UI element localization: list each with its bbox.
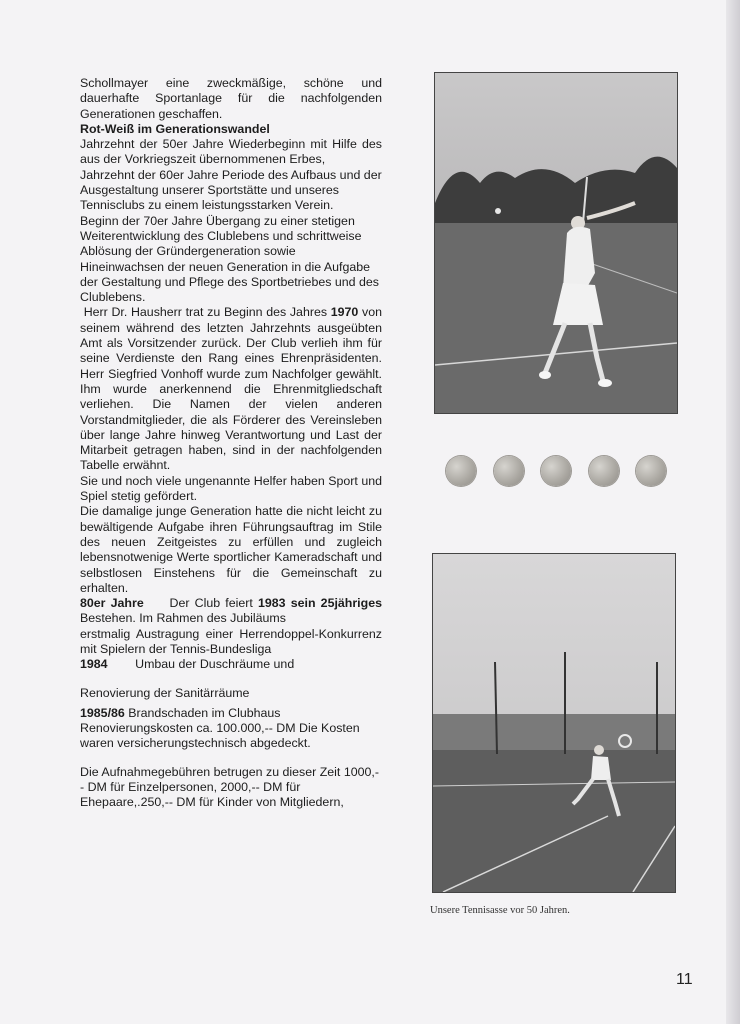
photo-top-drawing [435,73,677,413]
paragraph-herrendoppel: erstmalig Austragung einer Herrendoppel-Konkurrenz mit Spielern der Tennis-Bundesliga [80,626,382,656]
text-umbau: Umbau der Duschräume und [135,657,295,672]
text-club-feiert: Der Club feiert [169,596,253,611]
paragraph-1984 [80,657,382,672]
photo-tennis-court-bottom [432,553,676,893]
main-text-column [80,76,382,811]
text-brandschaden: Brandschaden im Clubhaus Renovierungskosten ca. 100.000,-- DM Die Kosten waren versicherungstechnisch abgedeckt. [80,705,360,751]
paragraph-80er [80,596,382,627]
tennis-balls-row [446,456,666,486]
paragraph-intro: Schollmayer eine zweckmäßige, schöne und dauerhafte Sportanlage für die nachfolgenden Generationen geschaffen. [80,76,382,121]
section-heading: Rot-Weiß im Generationswandel [80,121,270,136]
paragraph-70er: Beginn der 70er Jahre Übergang zu einer stetigen Weiterentwicklung des Clublebens und schrittweise Ablösung der Gründergeneration sowie Hineinwachsen der neuen Generation in die Aufgabe der Gestaltung und Pflege des Sportbetriebes und des Clublebens. [80,213,379,305]
tennis-ball-icon [589,456,619,486]
paragraph-60er: Jahrzehnt der 60er Jahre Periode des Aufbaus und der Ausgestaltung unserer Sportstätte und unseres Tennisclubs zu einem leistungsstarken Verein. [80,167,382,213]
tennis-ball-icon [494,456,524,486]
tennis-ball-icon [636,456,666,486]
paragraph-1970-body: von seinem während des letzten Jahrzehnts ausgeübten Amt als Vorsitzender zurück. Der Club verlieh ihm für seine Verdienste den Rang eines Ehrenpräsidenten. Herr Siegfried Vonhoff wurde zum Nachfolger gewählt. Ihm wurde anerkennend die Ehrenmitgliedschaft verliehen. Die Namen der vielen anderen Vorstandmitglieder, die als Förderer des Vereinsleben über lange Jahre hinweg Verantwortung und Last der Mitarbeit getragen haben, sind in der nachfolgenden Tabelle erwähnt. [80,305,382,473]
paragraph-1970-lead: Herr Dr. Hausherr trat zu Beginn des Jahres [83,305,328,320]
paragraph-helfer: Sie und noch viele ungenannte Helfer haben Sport und Spiel stetig gefördert. [80,473,382,504]
page-edge-shadow [726,0,740,1024]
photo-bottom-drawing [433,554,675,892]
tennis-ball-icon [541,456,571,486]
year-1985-86: 1985/86 [80,705,125,720]
year-1984: 1984 [80,657,108,672]
paragraph-1970 [80,305,382,473]
paragraph-50er: Jahrzehnt der 50er Jahre Wiederbeginn mit Hilfe des aus der Vorkriegszeit übernommenen Erbes, [80,137,382,167]
page-number: 11 [676,971,693,988]
photo-caption: Unsere Tennisasse vor 50 Jahren. [430,905,570,916]
paragraph-generation: Die damalige junge Generation hatte die nicht leicht zu bewältigende Aufgabe ihren Führungsauftrag im Stile des neuen Zeitgeistes zu erfüllen und zugleich lebensnotwenige Werte sportlicher Kameradschaft und selbstlosen Einstehens für die Gemeinschaft zu erhalten. [80,504,382,595]
text-jubilaeum: Bestehen. Im Rahmen des Jubiläums [80,611,286,626]
paragraph-sanitaer: Renovierung der Sanitärräume [80,685,250,700]
year-1970: 1970 [330,305,359,320]
tennis-ball-icon [446,456,476,486]
paragraph-1985 [80,706,382,752]
paragraph-aufnahmegebuehren: Die Aufnahmegebühren betrugen zu dieser Zeit 1000,-- DM für Einzelpersonen, 2000,-- DM für Ehepaare,.250,-- DM für Kinder von Mitgliedern, [80,764,379,810]
label-80er: 80er Jahre [80,596,144,611]
photo-tennis-player-top [434,72,678,414]
text-1983: 1983 sein 25jähriges [258,596,382,611]
